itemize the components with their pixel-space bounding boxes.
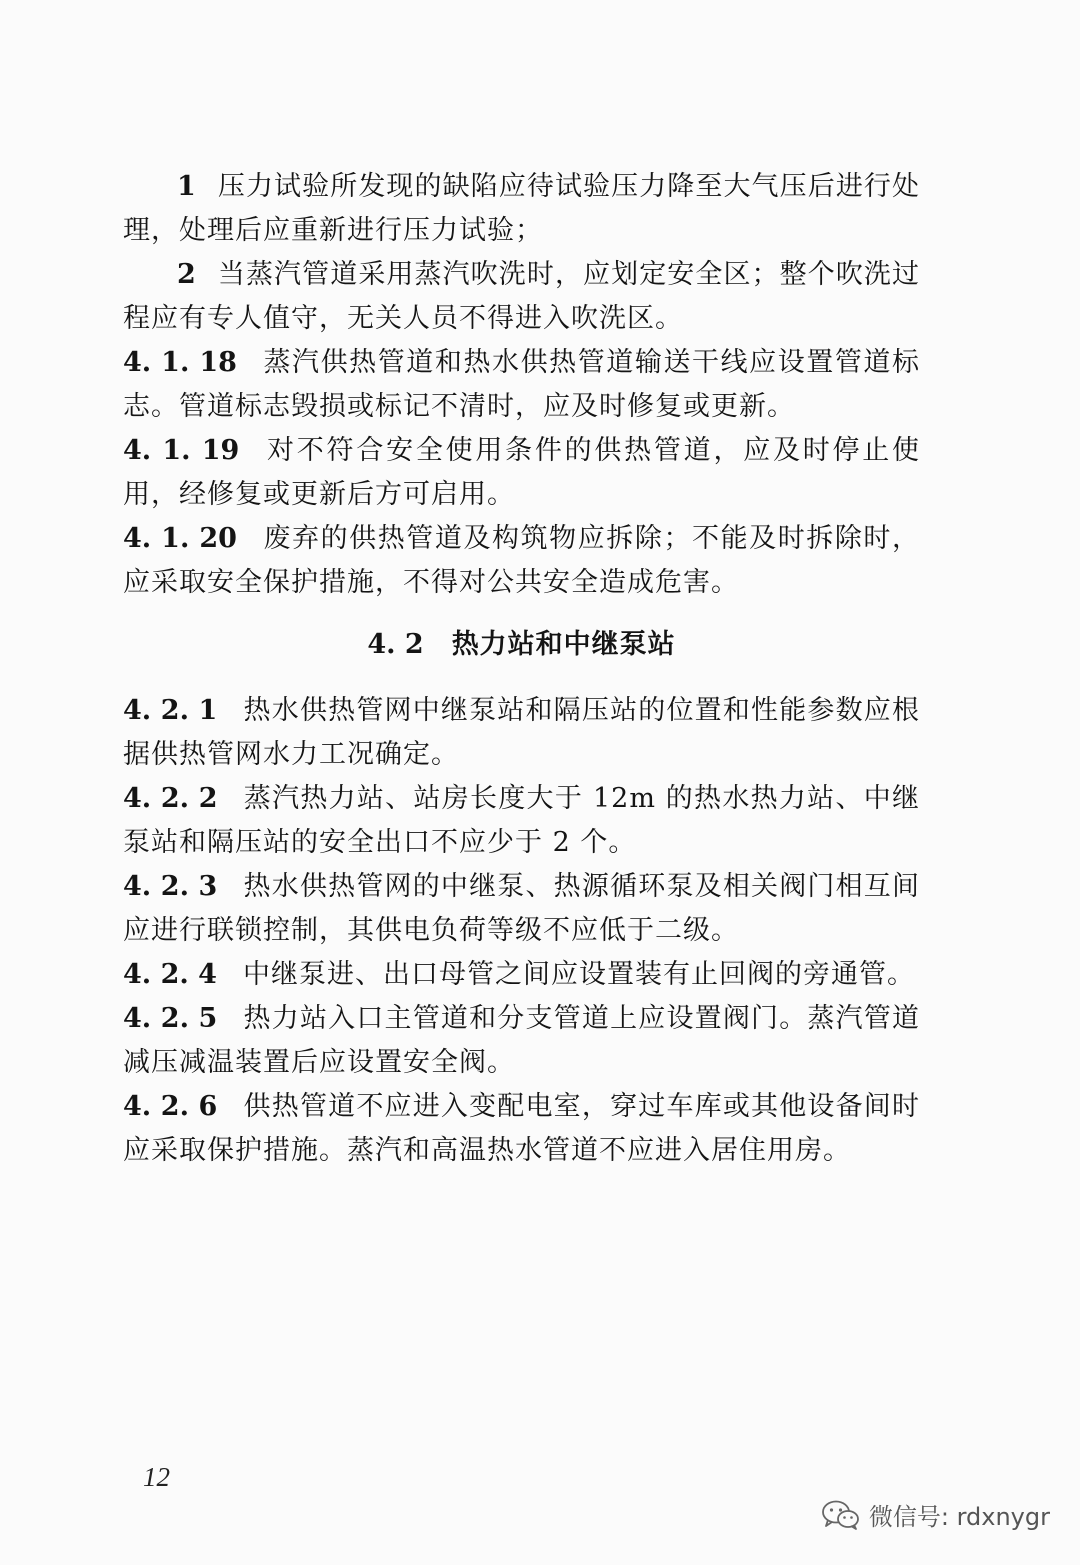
- clause-text: 蒸汽热力站、站房长度大于 12m 的热水热力站、中继泵站和隔压站的安全出口不应少于 2 个。: [123, 783, 920, 858]
- clause-text: 热力站入口主管道和分支管道上应设置阀门。蒸汽管道减压减温装置后应设置安全阀。: [123, 1003, 921, 1078]
- clause-text: 蒸汽供热管道和热水供热管道输送干线应设置管道标志。管道标志毁损或标记不清时，应及时修复或更新。: [123, 347, 920, 422]
- item-number: 1: [177, 171, 196, 202]
- clause-number: 4. 2. 5: [123, 1003, 218, 1034]
- document-body: [123, 165, 920, 1173]
- clause: [123, 1085, 920, 1173]
- clause: [123, 429, 920, 517]
- clause-text: 对不符合安全使用条件的供热管道，应及时停止使用，经修复或更新后方可启用。: [123, 435, 921, 510]
- clause-text: 热水供热管网中继泵站和隔压站的位置和性能参数应根据供热管网水力工况确定。: [123, 695, 921, 770]
- clause: [123, 517, 920, 605]
- clause-text: 废弃的供热管道及构筑物应拆除；不能及时拆除时，应采取安全保护措施，不得对公共安全造成危害。: [123, 523, 920, 598]
- item-text: 当蒸汽管道采用蒸汽吹洗时，应划定安全区；整个吹洗过程应有专人值守，无关人员不得进入吹洗区。: [123, 259, 920, 334]
- clause: [123, 953, 920, 997]
- clause-number: 4. 1. 18: [123, 347, 237, 378]
- clause: [123, 689, 920, 777]
- section-heading: [123, 623, 920, 667]
- wechat-watermark: [821, 1497, 1050, 1532]
- list-item: [123, 165, 920, 253]
- clause-number: 4. 2. 1: [123, 695, 218, 726]
- clause: [123, 341, 920, 429]
- wechat-icon: [821, 1499, 861, 1531]
- clause-number: 4. 1. 19: [123, 435, 240, 466]
- item-text: 压力试验所发现的缺陷应待试验压力降至大气压后进行处理，处理后应重新进行压力试验；: [123, 171, 920, 246]
- clause: [123, 777, 920, 865]
- clause: [123, 865, 920, 953]
- list-item: [123, 253, 920, 341]
- clause: [123, 997, 920, 1085]
- clause-text: 中继泵进、出口母管之间应设置装有止回阀的旁通管。: [242, 959, 915, 990]
- clause-number: 4. 2. 3: [123, 871, 218, 902]
- section-title: 热力站和中继泵站: [451, 629, 676, 660]
- section-number: 4. 2: [367, 629, 424, 660]
- clause-number: 4. 1. 20: [123, 523, 237, 554]
- clause-number: 4. 2. 6: [123, 1091, 218, 1122]
- watermark-text: 微信号: rdxnygr: [868, 1503, 1050, 1531]
- clause-text: 供热管道不应进入变配电室，穿过车库或其他设备间时应采取保护措施。蒸汽和高温热水管道不应进入居住用房。: [123, 1091, 921, 1166]
- clause-text: 热水供热管网的中继泵、热源循环泵及相关阀门相互间应进行联锁控制，其供电负荷等级不应低于二级。: [123, 871, 921, 946]
- clause-number: 4. 2. 2: [123, 783, 218, 814]
- item-number: 2: [177, 259, 196, 290]
- page-number: 12: [143, 1462, 170, 1492]
- clause-number: 4. 2. 4: [123, 959, 217, 990]
